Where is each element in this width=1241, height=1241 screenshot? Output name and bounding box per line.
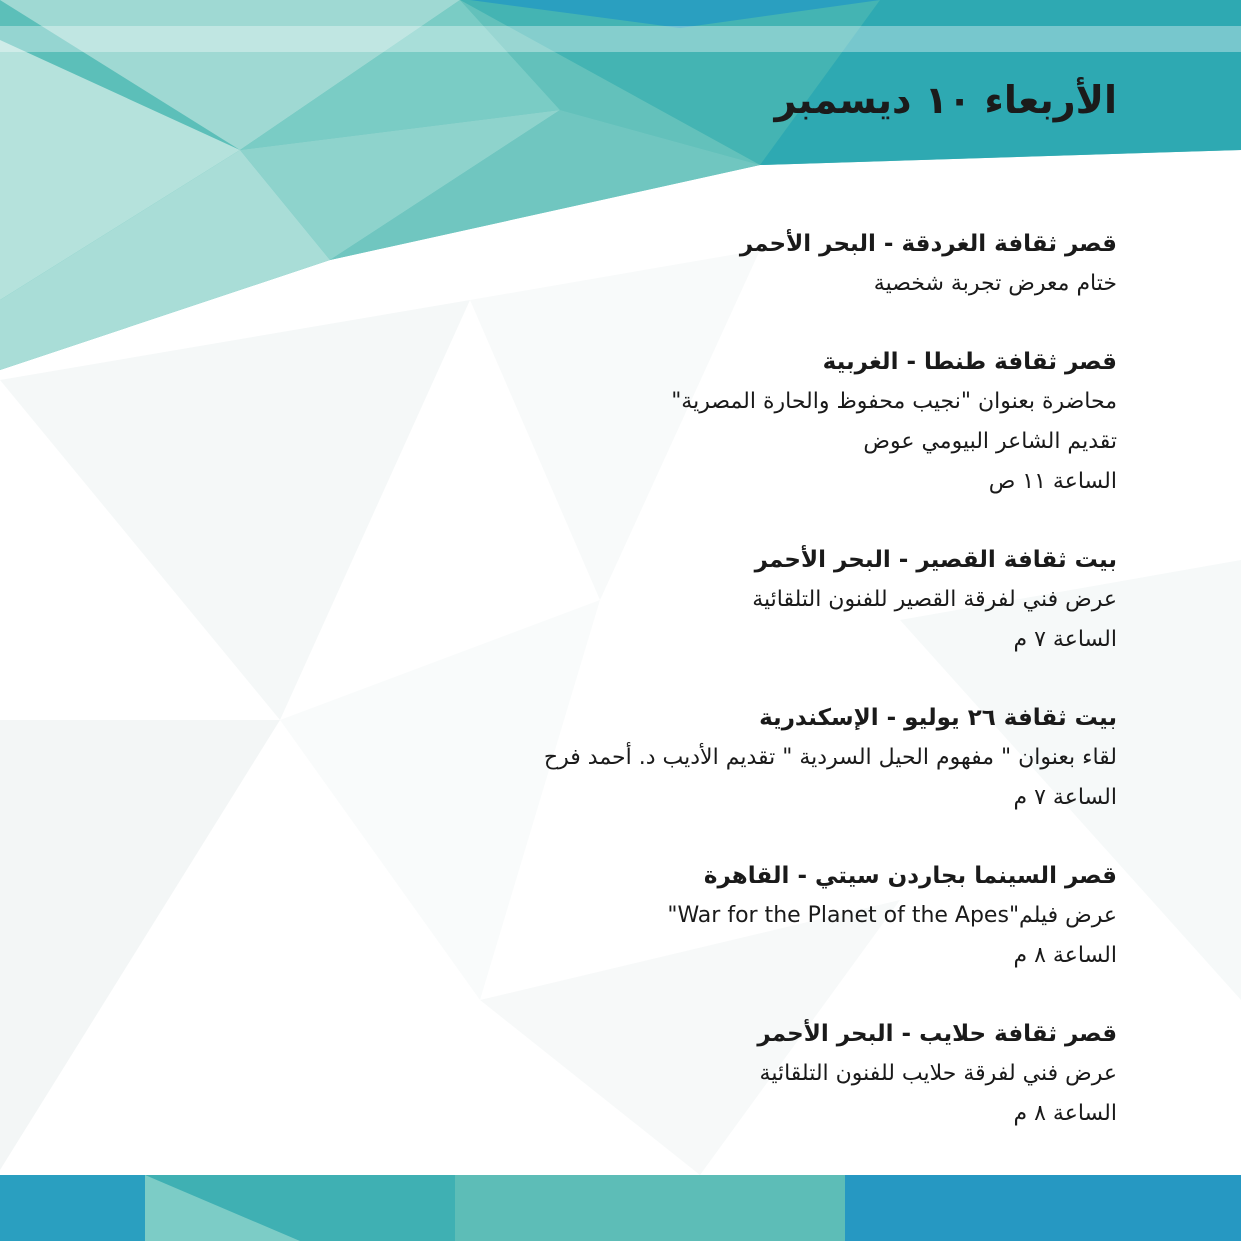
event-item: [337, 856, 1117, 976]
event-time: الساعة ٨ م: [1013, 1101, 1117, 1126]
event-description: عرض فني لفرقة حلايب للفنون التلقائية: [759, 1061, 1117, 1086]
event-item: [337, 1014, 1117, 1134]
event-time: الساعة ٨ م: [1013, 943, 1117, 968]
event-venue: بيت ثقافة ٢٦ يوليو - الإسكندرية: [759, 705, 1117, 731]
event-description: لقاء بعنوان " مفهوم الحيل السردية " تقديم الأديب د. أحمد فرح: [543, 745, 1117, 770]
event-venue: بيت ثقافة القصير - البحر الأحمر: [754, 547, 1117, 573]
event-description: ختام معرض تجربة شخصية: [873, 271, 1117, 296]
event-description: عرض فيلم"War for the Planet of the Apes": [667, 903, 1117, 928]
event-item: [337, 342, 1117, 502]
event-venue: قصر ثقافة الغردقة - البحر الأحمر: [739, 231, 1117, 257]
event-item: [337, 698, 1117, 818]
event-item: [337, 224, 1117, 304]
event-venue: قصر ثقافة طنطا - الغربية: [822, 349, 1117, 375]
event-venue: قصر السينما بجاردن سيتي - القاهرة: [703, 863, 1117, 889]
events-list: [337, 224, 1117, 1172]
event-description: عرض فني لفرقة القصير للفنون التلقائية: [752, 587, 1117, 612]
page-title: الأربعاء ١٠ ديسمبر: [774, 78, 1117, 122]
event-time: الساعة ١١ ص: [988, 469, 1117, 494]
event-time: الساعة ٧ م: [1013, 785, 1117, 810]
event-item: [337, 540, 1117, 660]
event-venue: قصر ثقافة حلايب - البحر الأحمر: [757, 1021, 1117, 1047]
event-presenter: تقديم الشاعر البيومي عوض: [863, 429, 1117, 454]
event-description: محاضرة بعنوان "نجيب محفوظ والحارة المصرية": [671, 389, 1117, 414]
event-time: الساعة ٧ م: [1013, 627, 1117, 652]
